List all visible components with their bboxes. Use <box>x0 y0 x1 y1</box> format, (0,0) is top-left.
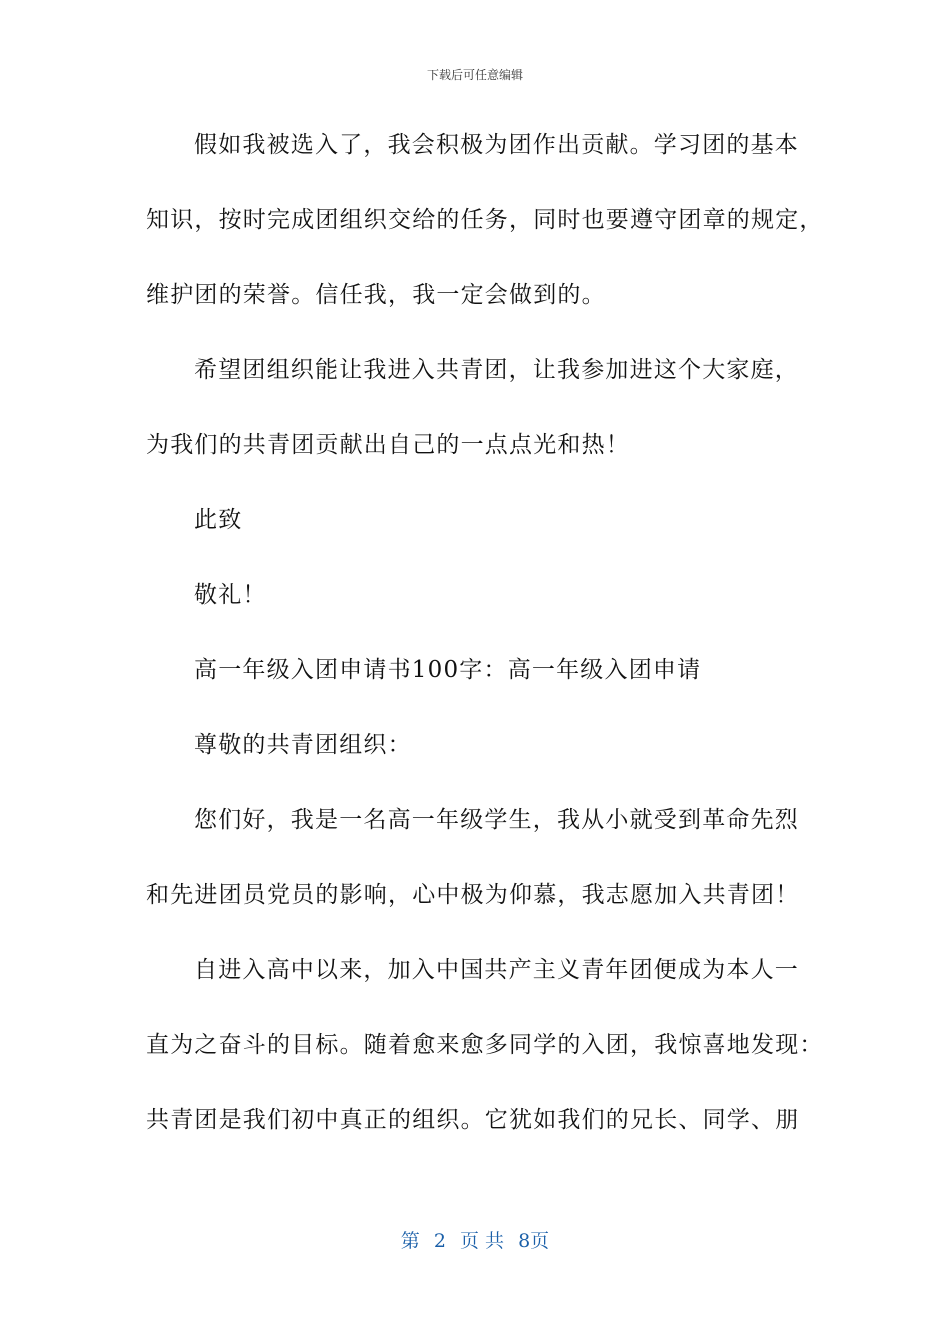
paragraph-line: 和先进团员党员的影响，心中极为仰慕，我志愿加入共青团！ <box>146 882 800 908</box>
footer-middle: 页 共 <box>460 1230 505 1252</box>
closing-regards: 敬礼！ <box>194 582 267 608</box>
paragraph-line: 您们好，我是一名高一年级学生，我从小就受到革命先烈 <box>194 807 799 833</box>
paragraph-line: 为我们的共青团贡献出自己的一点点光和热！ <box>146 432 630 458</box>
section-heading: 高一年级入团申请书100字：高一年级入团申请 <box>194 657 702 683</box>
current-page-number: 2 <box>433 1230 446 1252</box>
total-pages: 8页 <box>518 1230 550 1252</box>
paragraph-line: 共青团是我们初中真正的组织。它犹如我们的兄长、同学、朋 <box>146 1107 800 1133</box>
page-footer <box>0 1226 950 1253</box>
closing-salutation: 此致 <box>194 507 243 533</box>
paragraph-line: 直为之奋斗的目标。随着愈来愈多同学的入团，我惊喜地发现： <box>146 1032 824 1058</box>
paragraph-line: 知识，按时完成团组织交给的任务，同时也要遵守团章的规定， <box>146 207 824 233</box>
paragraph-line: 假如我被选入了，我会积极为团作出贡献。学习团的基本 <box>194 132 799 158</box>
footer-prefix: 第 <box>400 1230 420 1252</box>
page-header: 下载后可任意编辑 <box>426 68 523 82</box>
letter-greeting: 尊敬的共青团组织： <box>194 732 412 758</box>
paragraph-line: 希望团组织能让我进入共青团，让我参加进这个大家庭， <box>194 357 799 383</box>
paragraph-line: 自进入高中以来，加入中国共产主义青年团便成为本人一 <box>194 957 799 983</box>
paragraph-line: 维护团的荣誉。信任我，我一定会做到的。 <box>146 282 606 308</box>
